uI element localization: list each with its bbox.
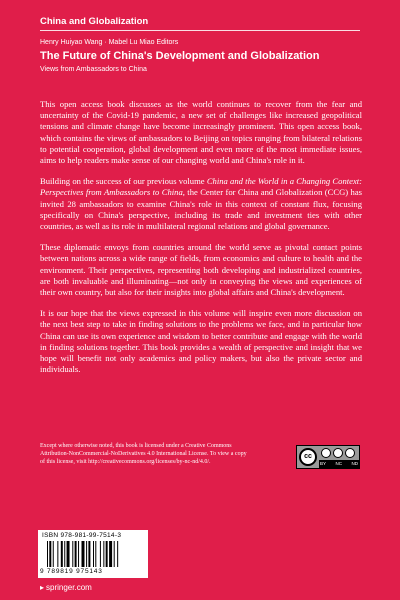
nd-icon [345, 448, 355, 458]
series-name: China and Globalization [40, 16, 149, 27]
cc-label-by: BY [320, 461, 327, 466]
blurb-paragraph-1: This open access book discusses as the world continues to recover from the fear and uncertainty of the Covid-19 pandemic, a new set of challenges like increased geopolitical tensions and climate change have become increasingly prominent. This open access book, which contains the views of ambassadors to Beijing on topics ranging from bilateral relations to potential cooperation, global development and even more of the most immediate issues, aims to help readers make sense of our changing world and China's role in it. [40, 99, 362, 166]
arrow-icon: ▸ [40, 583, 45, 592]
paragraph-2-intro: Building on the success of our previous volume [40, 176, 207, 187]
book-title: The Future of China's Development and Globalization [40, 50, 320, 62]
cc-icon: cc [299, 448, 317, 466]
blurb-paragraph-2 [40, 176, 362, 232]
publisher-url-text: springer.com [46, 583, 92, 592]
cc-label-nc: NC [335, 461, 342, 466]
nc-icon [333, 448, 343, 458]
by-icon [321, 448, 331, 458]
paragraph-2-rest: , the Center for China and Globalization (CCG) has invited 28 ambassadors to examine China's role in this context of constant flux, focusing specifically on China's perspective, including its trade and investment ties with other countries, as well as its role in multilateral regional relations and global governance. [40, 187, 363, 232]
license-notice [40, 442, 252, 467]
barcode-digits: 9 789819 975143 [40, 568, 103, 575]
cc-label-nd: ND [351, 461, 358, 466]
editors-line: Henry Huiyao Wang · Mabel Lu Miao Editors [40, 39, 179, 46]
barcode [47, 541, 143, 567]
blurb [40, 99, 362, 385]
header-rule [40, 30, 360, 31]
isbn-number: ISBN 978-981-99-7514-3 [42, 532, 122, 539]
license-text: Except where otherwise noted, this book is licensed under a Creative Commons Attribution-NonCommercial-NoDerivatives 4.0 International License. To view a copy of this license, visit http://creativecommons.org/licenses/by-nc-nd/4.0/. [40, 443, 247, 466]
isbn-barcode-box [38, 530, 148, 578]
blurb-paragraph-3: These diplomatic envoys from countries around the world serve as pivotal contact points between nations across a wide range of fields, from economics and culture to health and the environment. Their perspectives, representing both developing and industrialized countries, are both invaluable and illuminating—not only in conveying the views and experiences of their own country, but also for their insights into global affairs and China's development. [40, 242, 362, 298]
book-subtitle: Views from Ambassadors to China [40, 66, 147, 73]
publisher-url[interactable] [40, 583, 92, 592]
previous-volume-title: China and the World in a Changing Context: Perspectives from Ambassadors to China [40, 176, 363, 198]
blurb-paragraph-4: It is our hope that the views expressed in this volume will inspire even more discussion on the next best step to take in finding solutions to the problems we face, and in particular how China can use its own experience and wisdom to better contribute and engage with the world in finding solutions together. This book provides a wealth of perspective and insight that we hope will benefit not only academics and policy makers, but also the private sector and individuals. [40, 308, 362, 375]
cc-license-badge [296, 445, 360, 469]
